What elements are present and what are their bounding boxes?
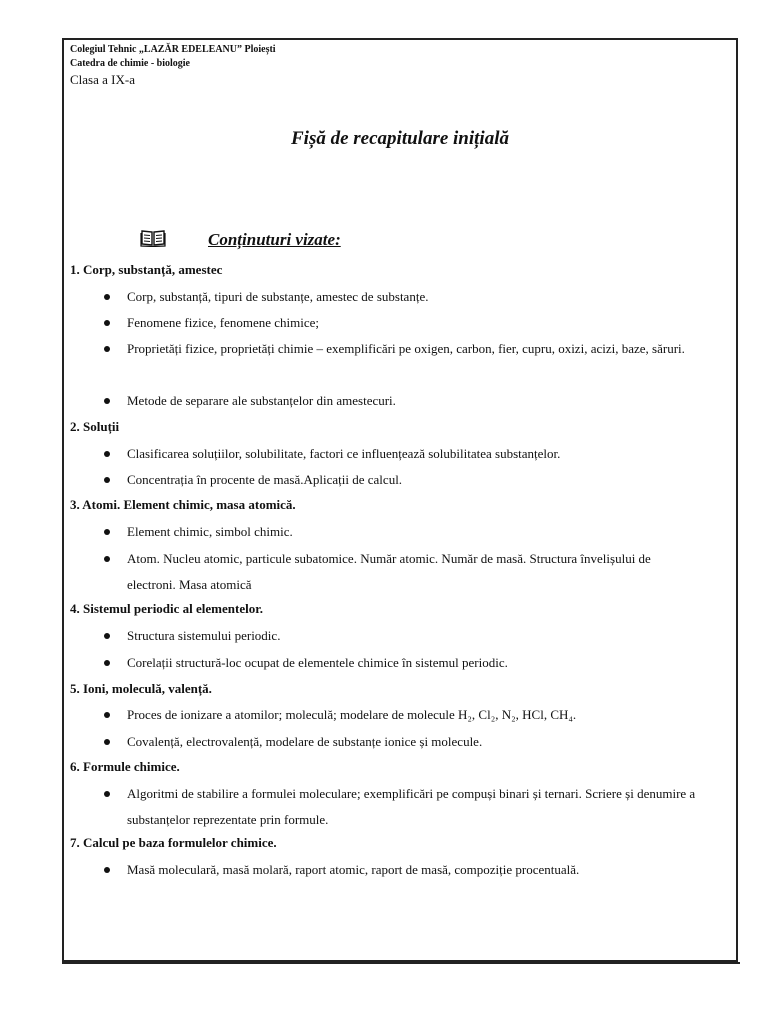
list-item: Corelații structură-loc ocupat de elementele chimice în sistemul periodic.	[127, 655, 508, 670]
list-item: Atom. Nucleu atomic, particule subatomice. Număr atomic. Număr de masă. Structura învelișului de electroni. Masa atomică	[127, 551, 651, 592]
section-heading: 6. Formule chimice.	[70, 759, 180, 774]
page-title: Fișă de recapitulare inițială	[291, 128, 509, 149]
bullet-icon	[104, 294, 110, 300]
bullet-icon	[104, 451, 110, 457]
bullet-icon	[104, 529, 110, 535]
bullet-icon	[104, 739, 110, 745]
bullet-icon	[104, 867, 110, 873]
open-book-icon	[140, 229, 166, 247]
list-item: Clasificarea soluțiilor, solubilitate, factori ce influențează solubilitatea substanțelor.	[127, 446, 561, 461]
section-heading: 5. Ioni, moleculă, valență.	[70, 681, 212, 696]
bullet-icon	[104, 320, 110, 326]
list-item: Algoritmi de stabilire a formulei moleculare; exemplificări pe compuși binari și ternari. Scriere și denumire a substanțelor reprezentate prin formule.	[127, 786, 696, 827]
bullet-icon	[104, 477, 110, 483]
section-heading: 4. Sistemul periodic al elementelor.	[70, 601, 264, 616]
bullet-icon	[104, 346, 110, 352]
list-item: Fenomene fizice, fenomene chimice;	[127, 315, 320, 330]
bullet-icon	[104, 398, 110, 404]
class-name: Clasa a IX-a	[70, 72, 135, 87]
list-item: Proces de ionizare a atomilor; moleculă; modelare de molecule H₂, Cl₂, N₂, HCl, CH₄.	[127, 707, 577, 722]
list-item: Metode de separare ale substanțelor din amestecuri.	[127, 393, 396, 408]
school-name: Colegiul Tehnic „LAZĂR EDELEANU” Ploiești	[70, 44, 276, 55]
list-item: Masă moleculară, masă molară, raport atomic, raport de masă, compoziție procentuală.	[127, 862, 580, 877]
list-item: Element chimic, simbol chimic.	[127, 524, 293, 539]
list-item: Proprietăți fizice, proprietăți chimie – exemplificări pe oxigen, carbon, fier, cupru, oxizi, acizi, baze, săruri.	[127, 341, 685, 356]
section-subtitle: Conținuturi vizate:	[208, 230, 341, 249]
bullet-icon	[104, 633, 110, 639]
section-heading: 7. Calcul pe baza formulelor chimice.	[70, 835, 277, 850]
list-item: Concentrația în procente de masă.Aplicații de calcul.	[127, 472, 403, 487]
bullet-icon	[104, 791, 110, 797]
bullet-icon	[104, 712, 110, 718]
list-item: Structura sistemului periodic.	[127, 628, 281, 643]
section-heading: 3. Atomi. Element chimic, masa atomică.	[70, 497, 296, 512]
list-item: Covalență, electrovalență, modelare de substanțe ionice și molecule.	[127, 734, 483, 749]
department-name: Catedra de chimie - biologie	[70, 58, 190, 69]
list-item: Corp, substanță, tipuri de substanțe, amestec de substanțe.	[127, 289, 429, 304]
section-heading: 2. Soluții	[70, 419, 120, 434]
bullet-icon	[104, 556, 110, 562]
section-heading: 1. Corp, substanță, amestec	[70, 262, 223, 277]
bullet-icon	[104, 660, 110, 666]
